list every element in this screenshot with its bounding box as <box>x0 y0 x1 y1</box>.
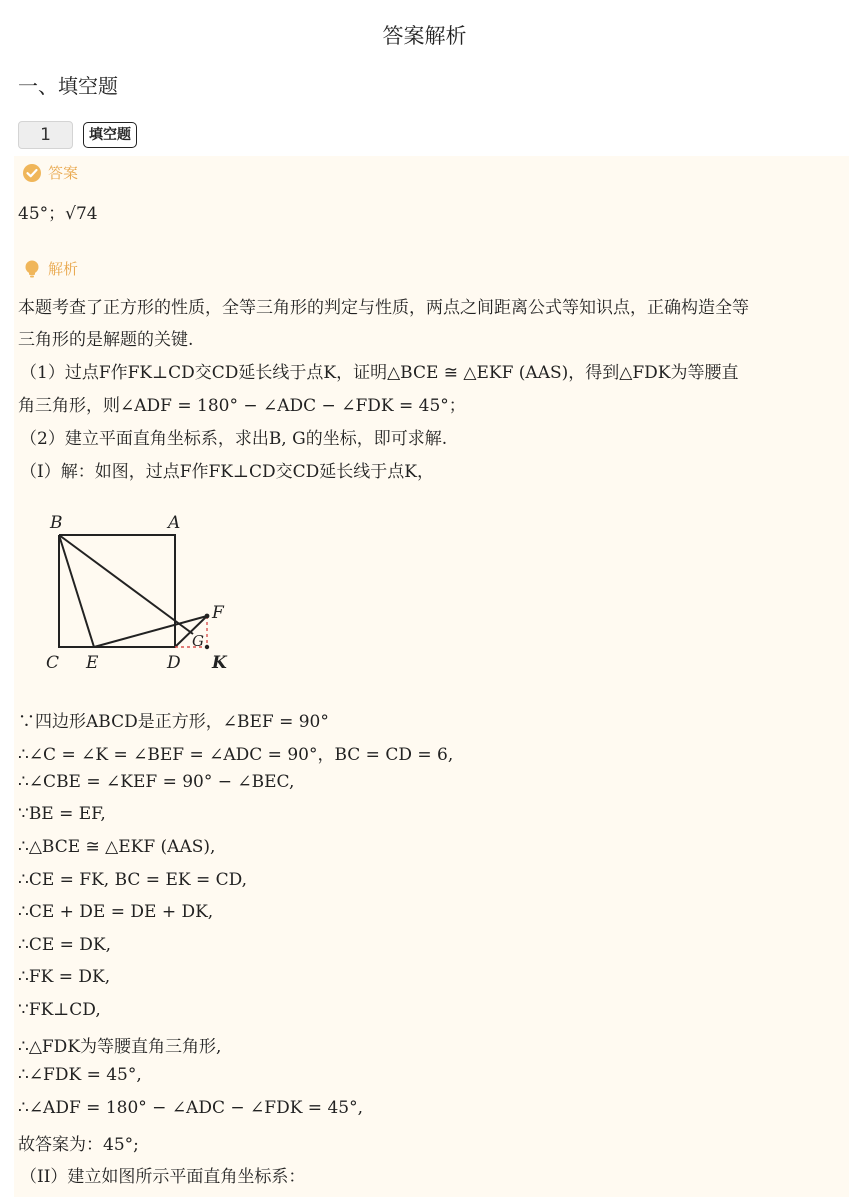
segment-bg <box>59 535 193 634</box>
proof-line: ∴∠C = ∠K = ∠BEF = ∠ADC = 90°，BC = CD = 6, <box>18 745 454 765</box>
label-f: F <box>212 603 224 623</box>
page-title: 答案解析 <box>382 24 467 48</box>
explanation-line: 三角形的是解题的关键. <box>18 330 194 350</box>
proof-line: ∴∠FDK = 45°, <box>18 1065 142 1085</box>
question-number[interactable]: 1 <box>18 121 73 149</box>
label-b: B <box>50 513 63 533</box>
proof-line: ∴FK = DK, <box>18 967 111 987</box>
proof-line: ∵四边形ABCD是正方形，∠BEF = 90° <box>18 712 329 732</box>
proof-line: ∴CE = FK, BC = EK = CD, <box>18 870 248 890</box>
answer-tag <box>22 162 78 183</box>
proof-line: ∴CE + DE = DE + DK, <box>18 902 214 922</box>
label-e: E <box>86 653 99 673</box>
proof-line: （II）建立如图所示平面直角坐标系： <box>20 1167 306 1187</box>
proof-line: ∴∠CBE = ∠KEF = 90° − ∠BEC, <box>18 772 295 792</box>
label-g: G <box>192 632 204 650</box>
label-a: A <box>168 513 181 533</box>
question-type-badge: 填空题 <box>83 122 137 148</box>
answer-tag-label: 答案 <box>48 164 79 182</box>
label-c: C <box>46 653 60 673</box>
section-title: 一、填空题 <box>18 74 118 98</box>
analysis-tag <box>22 258 78 279</box>
proof-line: 故答案为：45°; <box>18 1135 139 1155</box>
segment-be <box>59 535 94 647</box>
analysis-tag-label: 解析 <box>48 260 79 278</box>
proof-line: ∴△BCE ≅ △EKF (AAS), <box>18 837 216 857</box>
proof-line: ∵FK⊥CD, <box>18 1000 101 1020</box>
check-badge-icon <box>22 163 42 183</box>
point-f <box>205 614 210 619</box>
explanation-line: 角三角形，则∠ADF = 180° − ∠ADC − ∠FDK = 45°； <box>18 396 466 416</box>
proof-line: ∴CE = DK, <box>18 935 112 955</box>
point-k <box>205 645 209 649</box>
explanation-line: 本题考查了正方形的性质，全等三角形的判定与性质，两点之间距离公式等知识点，正确构造全等 <box>18 298 749 318</box>
proof-line: ∴△FDK为等腰直角三角形, <box>18 1037 222 1057</box>
label-k: K <box>212 653 227 673</box>
explanation-line: （I）解：如图，过点F作FK⊥CD交CD延长线于点K， <box>20 462 434 482</box>
lightbulb-icon <box>22 259 42 279</box>
explanation-line: （1）过点F作FK⊥CD交CD延长线于点K，证明△BCE ≅ △EKF (AAS)，得到△FDK为等腰直 <box>20 363 739 383</box>
proof-line: ∴∠ADF = 180° − ∠ADC − ∠FDK = 45°, <box>18 1098 363 1118</box>
answer-text: 45°；√74 <box>18 204 98 224</box>
explanation-line: （2）建立平面直角坐标系，求出B, G的坐标，即可求解. <box>20 429 448 449</box>
proof-line: ∵BE = EF, <box>18 804 106 824</box>
label-d: D <box>167 653 181 673</box>
geometry-figure <box>40 506 240 676</box>
